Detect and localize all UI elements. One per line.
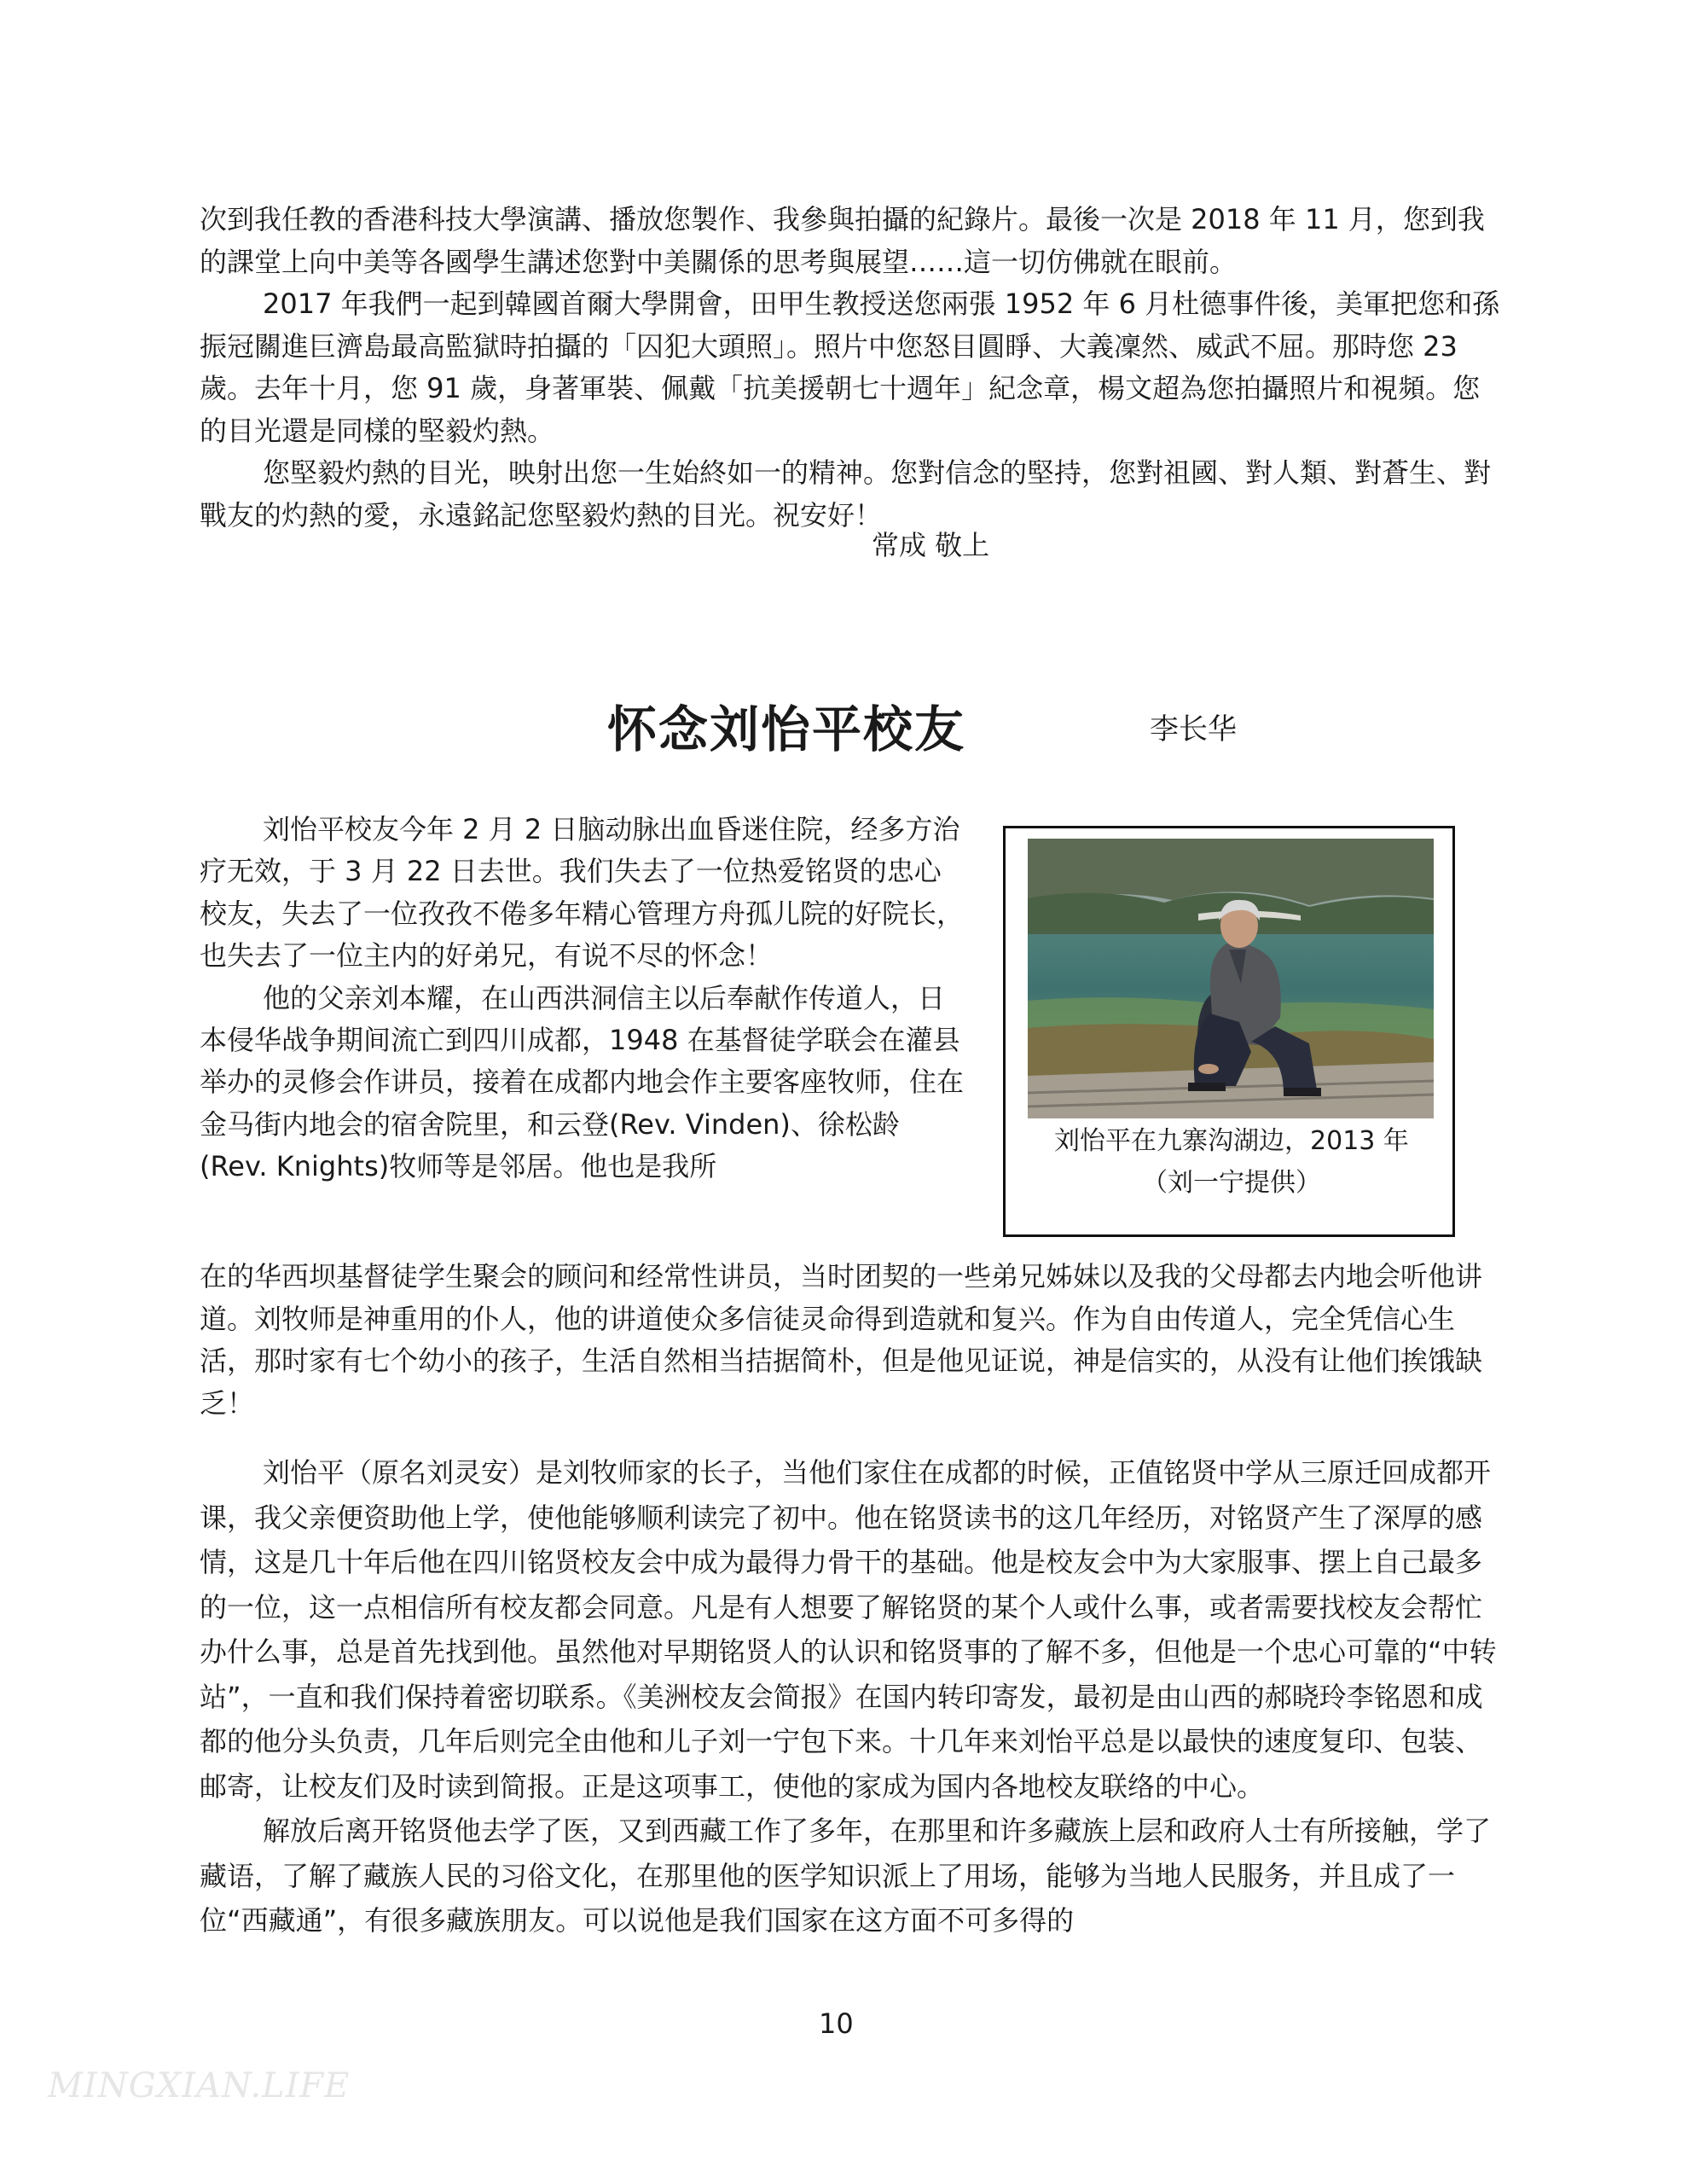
photo-figure (1003, 826, 1455, 1237)
article-paragraph-2-start: 他的父亲刘本耀，在山西洪洞信主以后奉献作传道人，日本侵华战争期间流亡到四川成都，1948 在基督徒学联会在灌县举办的灵修会作讲员，接着在成都内地会作主要客座牧师，住在金马街内地会的宿舍院里，和云登(Rev. Vinden)、徐松龄(Rev. Knights)牧师等是邻居。他也是我所 (200, 981, 965, 1183)
article-author: 李长华 (1150, 712, 1237, 746)
letter-paragraph-1: 次到我任教的香港科技大學演講、播放您製作、我參與拍攝的紀錄片。最後一次是 2018 年 11 月，您到我的課堂上向中美等各國學生講述您對中美關係的思考與展望……這一切仿佛就在眼前。 (200, 203, 1485, 278)
article-paragraph-4: 解放后离开铭贤他去学了医，又到西藏工作了多年，在那里和许多藏族上层和政府人士有所接触，学了藏语，了解了藏族人民的习俗文化，在那里他的医学知识派上了用场，能够为当地人民服务，并且成了一位“西藏通”，有很多藏族朋友。可以说他是我们国家在这方面不可多得的 (200, 1815, 1492, 1937)
article-paragraph-2-continued (200, 1256, 1504, 1425)
article-body-lower (200, 1450, 1504, 1943)
letter-paragraph-3: 您堅毅灼熱的目光，映射出您一生始終如一的精神。您對信念的堅持，您對祖國、對人類、對蒼生、對戰友的灼熱的愛，永遠銘記您堅毅灼熱的目光。祝安好！ (200, 456, 1492, 531)
article-title: 怀念刘怡平校友 (607, 700, 966, 758)
watermark: MINGXIAN.LIFE (48, 2066, 351, 2106)
page-number: 10 (819, 2007, 854, 2040)
photo-image (1028, 839, 1434, 1118)
article-paragraph-2-end: 在的华西坝基督徒学生聚会的顾问和经常性讲员，当时团契的一些弟兄姊妹以及我的父母都去内地会听他讲道。刘牧师是神重用的仆人，他的讲道使众多信徒灵命得到造就和复兴。作为自由传道人，完全凭信心生活，那时家有七个幼小的孩子，生活自然相当拮据简朴，但是他见证说，神是信实的，从没有让他们挨饿缺乏！ (200, 1260, 1483, 1420)
letter-body (200, 199, 1504, 537)
letter-paragraph-2: 2017 年我們一起到韓國首爾大學開會，田甲生教授送您兩張 1952 年 6 月杜德事件後，美軍把您和孫振冠關進巨濟島最高監獄時拍攝的「囚犯大頭照」。照片中您怒目圓睜、大義凜然、威武不屈。那時您 23 歲。去年十月，您 91 歲，身著軍裝、佩戴「抗美援朝七十週年」紀念章，楊文超為您拍攝照片和視頻。您的目光還是同樣的堅毅灼熱。 (200, 288, 1500, 447)
photo-caption-line2: （刘一宁提供） (1142, 1168, 1321, 1198)
article-float-column (200, 809, 967, 1188)
article-paragraph-1: 刘怡平校友今年 2 月 2 日脑动脉出血昏迷住院，经多方治疗无效，于 3 月 22 日去世。我们失去了一位热爱铭贤的忠心校友，失去了一位孜孜不倦多年精心管理方舟孤儿院的好院长，也失去了一位主内的好弟兄，有说不尽的怀念！ (200, 813, 965, 973)
photo-caption (1006, 1120, 1458, 1204)
letter-signoff: 常成 敬上 (872, 529, 990, 561)
photo-caption-line1: 刘怡平在九寨沟湖边，2013 年 (1054, 1126, 1409, 1156)
article-paragraph-3: 刘怡平（原名刘灵安）是刘牧师家的长子，当他们家住在成都的时候，正值铭贤中学从三原迁回成都开课，我父亲便资助他上学，使他能够顺利读完了初中。他在铭贤读书的这几年经历，对铭贤产生了深厚的感情，这是几十年后他在四川铭贤校友会中成为最得力骨干的基础。他是校友会中为大家服事、摆上自己最多的一位，这一点相信所有校友都会同意。凡是有人想要了解铭贤的某个人或什么事，或者需要找校友会帮忙办什么事，总是首先找到他。虽然他对早期铭贤人的认识和铭贤事的了解不多，但他是一个忠心可靠的“中转站”，一直和我们保持着密切联系。《美洲校友会简报》在国内转印寄发，最初是由山西的郝晓玲李铭恩和成都的他分头负责，几年后则完全由他和儿子刘一宁包下来。十几年来刘怡平总是以最快的速度复印、包装、邮寄，让校友们及时读到简报。正是这项事工，使他的家成为国内各地校友联络的中心。 (200, 1456, 1497, 1803)
